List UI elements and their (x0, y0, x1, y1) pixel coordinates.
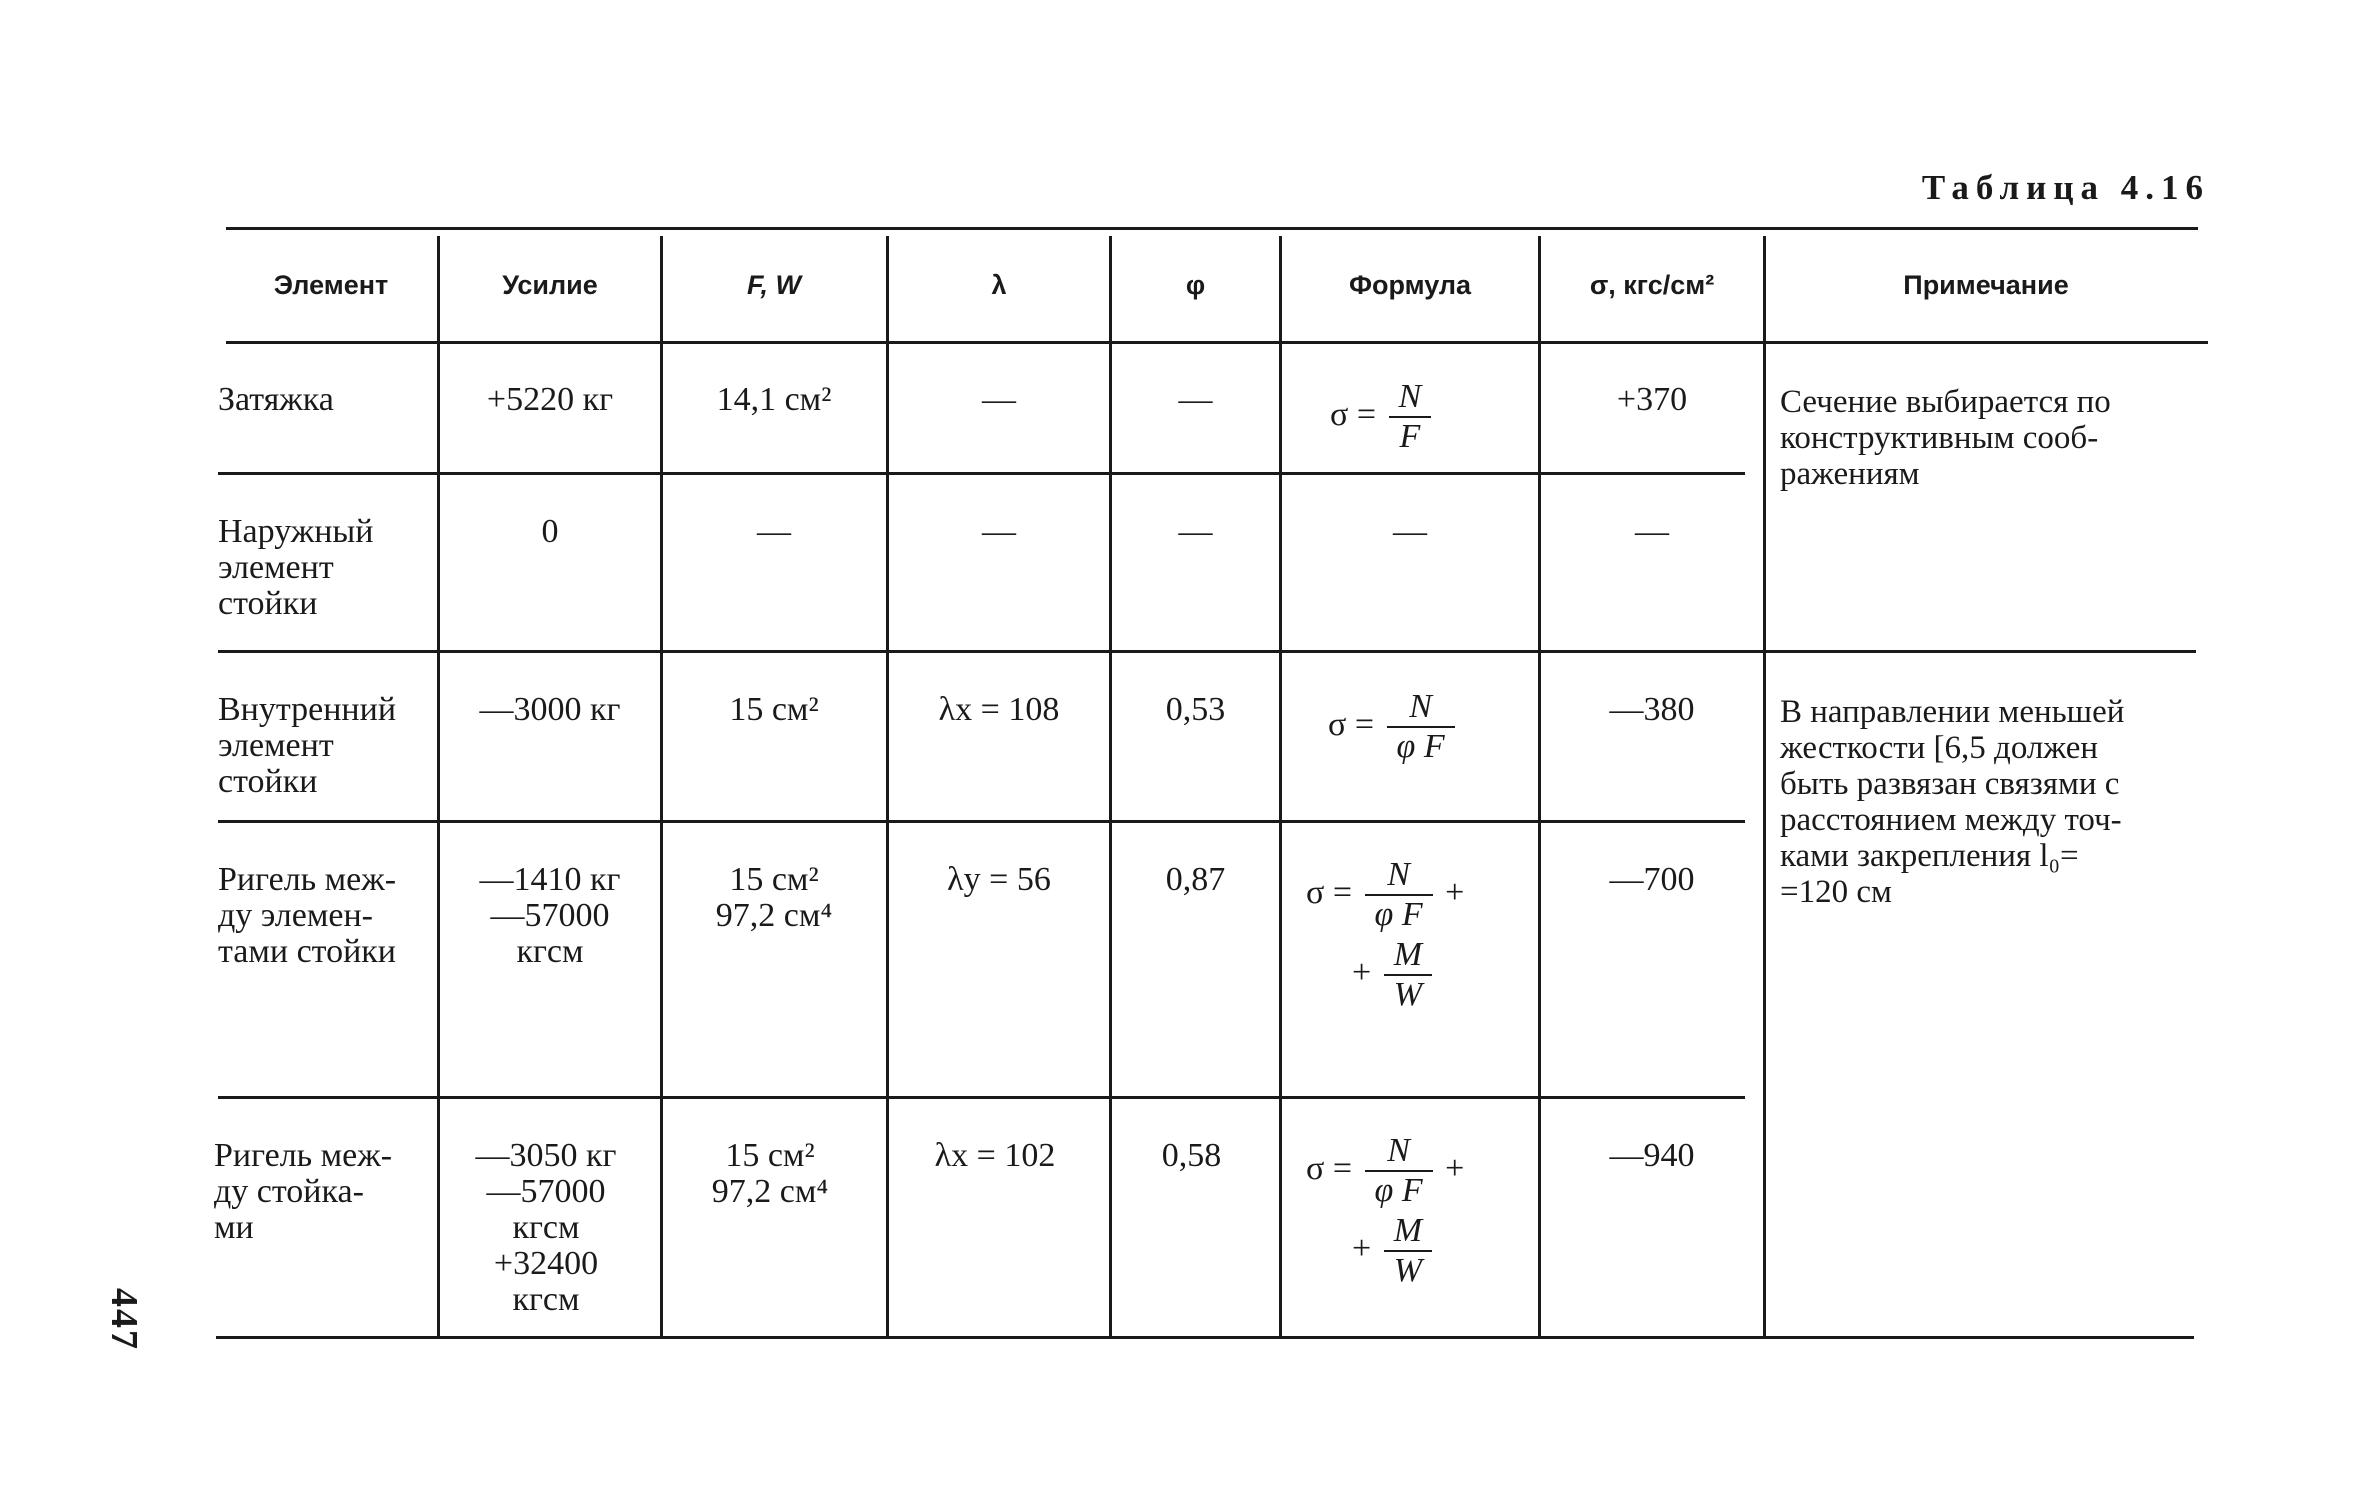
row4-element (218, 862, 433, 970)
row3-sigma: —380 (1609, 691, 1695, 728)
row5-formula (1306, 1132, 1464, 1290)
row4-rule (218, 1096, 1745, 1099)
row1-element-line: Затяжка (218, 381, 334, 418)
row3-fw-line: 15 см² (729, 691, 819, 728)
fraction (1387, 688, 1455, 766)
row5-element (214, 1138, 429, 1246)
row5-lambda: λx = 102 (934, 1137, 1056, 1174)
row4-force-line: —57000 (490, 897, 610, 934)
col-divider-7 (1763, 236, 1766, 1336)
row3-lambda: λx = 108 (938, 691, 1060, 728)
row1-lambda: — (982, 381, 1016, 418)
group-rule (218, 650, 2196, 653)
sigma-eq: σ = (1330, 395, 1377, 433)
row2-phi: — (1178, 513, 1213, 550)
row2-formula: — (1393, 513, 1427, 550)
row5-fw-line: 97,2 см⁴ (711, 1173, 829, 1210)
row4-element-line: тами стойки (218, 933, 396, 970)
numerator: N (1387, 688, 1455, 728)
row2-element (218, 514, 433, 622)
row3-fw (663, 692, 885, 728)
row5-element-line: ду стойка- (214, 1173, 364, 1210)
note-1-line: Сечение выбирается по (1780, 384, 2111, 420)
note-1 (1780, 384, 2210, 492)
row3-force-line: —3000 кг (479, 691, 621, 728)
row3-element (218, 692, 433, 800)
denominator: W (1393, 976, 1423, 1013)
row5-force-line: кгсм (512, 1209, 580, 1246)
note-2-line: жесткости [6,5 должен (1780, 730, 2099, 766)
row3-rule (218, 820, 1745, 823)
row2-element-line: Наружный (218, 513, 374, 550)
row4-fw-line: 97,2 см⁴ (715, 897, 833, 934)
row2-fw (663, 514, 885, 550)
fraction (1365, 856, 1433, 934)
row5-force-line: —3050 кг (475, 1137, 617, 1174)
numerator: N (1365, 856, 1433, 896)
fraction (1384, 936, 1432, 1014)
row1-force (440, 382, 660, 418)
note-2-line: В направлении меньшей (1780, 694, 2125, 730)
fraction (1365, 1132, 1433, 1210)
row2-lambda: — (982, 513, 1016, 550)
page-number: 447 (103, 1288, 145, 1351)
row3-element-line: элемент (218, 727, 334, 764)
denominator: φ F (1374, 1172, 1423, 1209)
note-1-line: ражениям (1780, 456, 1920, 492)
plus-sign: + (1445, 1149, 1465, 1187)
note-1-line: конструктивным сооб- (1780, 420, 2099, 456)
row5-sigma: —940 (1609, 1137, 1695, 1174)
numerator: M (1384, 1212, 1432, 1252)
row5-phi: 0,58 (1161, 1137, 1222, 1174)
row3-element-line: Внутренний (218, 691, 397, 728)
row4-element-line: ду элемен- (218, 897, 373, 934)
sigma-eq: σ = (1328, 705, 1375, 743)
row4-sigma: —700 (1609, 861, 1695, 898)
row2-force (440, 514, 660, 550)
row4-force-line: —1410 кг (479, 861, 621, 898)
row3-phi: 0,53 (1165, 691, 1226, 728)
row3-formula (1328, 688, 1459, 766)
numerator: N (1365, 1132, 1433, 1172)
row1-fw-line: 14,1 см² (716, 381, 832, 418)
denominator: φ F (1374, 896, 1423, 933)
row5-force-line: —57000 (486, 1173, 606, 1210)
row1-phi: — (1178, 381, 1213, 418)
header-lambda: λ (991, 270, 1007, 300)
row4-element-line: Ригель меж- (218, 861, 397, 898)
row4-fw (663, 862, 885, 934)
denominator: W (1393, 1252, 1423, 1289)
row4-fw-line: 15 см² (729, 861, 819, 898)
header-phi: φ (1185, 270, 1206, 300)
row5-force-line: +32400 (493, 1245, 599, 1282)
row5-force (436, 1138, 656, 1318)
formula-line-2 (1352, 1212, 1464, 1290)
plus-sign: + (1352, 1229, 1372, 1267)
header-force: Усилие (502, 270, 598, 300)
header-sigma: σ, кгс/см² (1589, 270, 1715, 300)
row5-element-line: Ригель меж- (214, 1137, 393, 1174)
fraction (1389, 378, 1432, 456)
header-fw: F, W (747, 270, 801, 300)
row5-element-line: ми (214, 1209, 254, 1246)
row4-force (440, 862, 660, 970)
row4-phi: 0,87 (1165, 861, 1226, 898)
sigma-eq: σ = (1306, 873, 1353, 911)
row4-lambda: λy = 56 (947, 861, 1051, 898)
denominator: φ F (1396, 728, 1445, 765)
plus-sign: + (1352, 953, 1372, 991)
note-2-line: быть развязан связями с (1780, 766, 2120, 802)
note-2 (1780, 694, 2210, 910)
row1-fw (663, 382, 885, 418)
row2-fw-line: — (757, 513, 791, 550)
col-divider-5 (1279, 236, 1282, 1336)
row4-formula (1306, 856, 1464, 1014)
header-element: Элемент (273, 270, 389, 300)
top-rule (226, 227, 2198, 230)
row5-force-line: кгсм (512, 1281, 580, 1318)
row5-fw-line: 15 см² (725, 1137, 815, 1174)
formula-line-1 (1306, 856, 1464, 934)
sigma-eq: σ = (1306, 1149, 1353, 1187)
row3-element-line: стойки (218, 763, 318, 800)
note-2-line: =120 см (1780, 874, 1892, 910)
note-2-line: ками закрепления l₀= (1780, 838, 2079, 874)
header-note: Примечание (1903, 270, 2069, 300)
row2-force-line: 0 (541, 513, 559, 550)
row1-force-line: +5220 кг (486, 381, 614, 418)
row1-formula (1330, 378, 1435, 456)
numerator: N (1389, 378, 1432, 418)
row4-force-line: кгсм (516, 933, 584, 970)
row1-element (218, 382, 433, 418)
row1-rule (218, 472, 1745, 475)
row2-element-line: стойки (218, 585, 318, 622)
row2-sigma: — (1635, 513, 1669, 550)
numerator: M (1384, 936, 1432, 976)
header-rule (226, 341, 2208, 344)
denominator: F (1399, 418, 1421, 455)
header-formula: Формула (1348, 270, 1472, 300)
formula-line-1 (1306, 1132, 1464, 1210)
row1-sigma: +370 (1616, 381, 1688, 418)
table-caption: Таблица 4.16 (1921, 168, 2210, 207)
row3-force (440, 692, 660, 728)
formula-line-2 (1352, 936, 1464, 1014)
fraction (1384, 1212, 1432, 1290)
row2-element-line: элемент (218, 549, 334, 586)
note-2-line: расстоянием между точ- (1780, 802, 2122, 838)
bottom-rule (216, 1336, 2194, 1339)
plus-sign: + (1445, 873, 1465, 911)
row5-fw (659, 1138, 881, 1210)
